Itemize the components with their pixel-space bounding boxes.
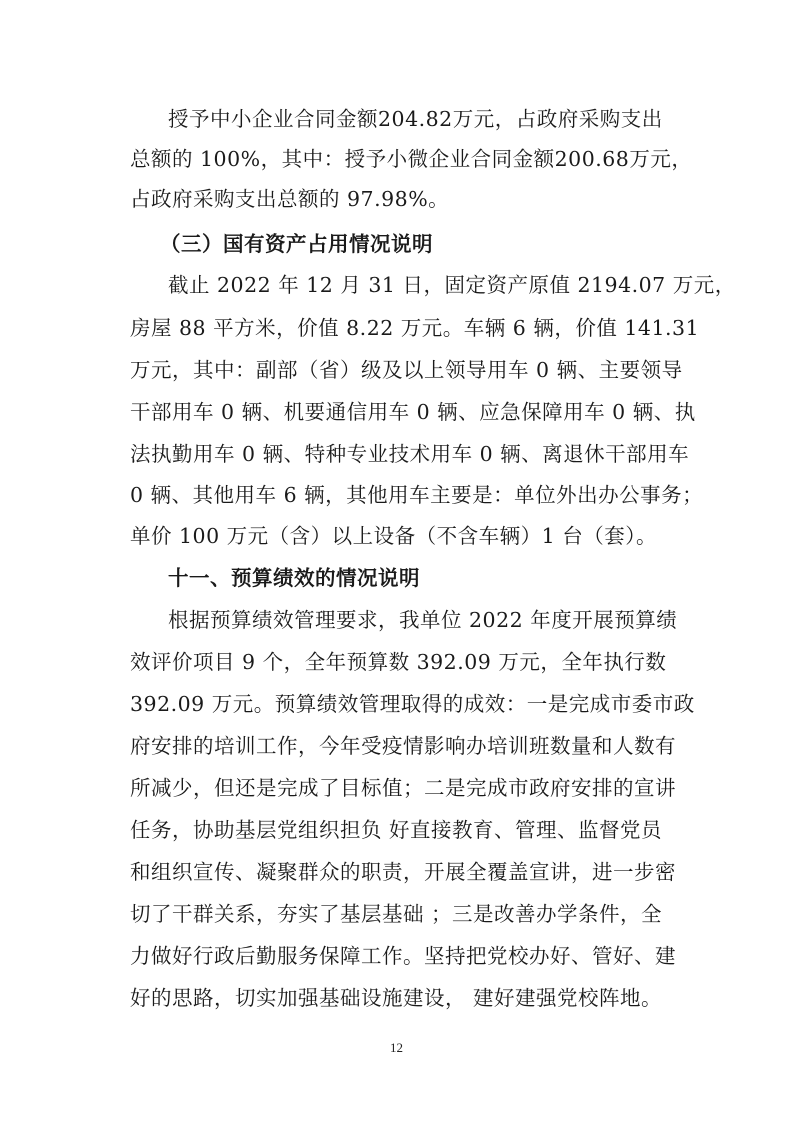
paragraph-line: 力做好行政后勤服务保障工作。坚持把党校办好、管好、建 — [130, 944, 676, 968]
paragraph-line: 所减少，但还是完成了目标值；二是完成市政府安排的宣讲 — [130, 776, 676, 800]
paragraph-line: 占政府采购支出总额的 97.98%。 — [130, 187, 450, 211]
paragraph-line: 根据预算绩效管理要求，我单位 2022 年度开展预算绩 — [168, 608, 678, 632]
paragraph-line: 好的思路，切实加强基础设施建设， 建好建强党校阵地。 — [130, 986, 663, 1010]
page-number: 12 — [390, 1040, 403, 1055]
paragraph-line: 切了干群关系，夯实了基层基础 ；三是改善办学条件，全 — [130, 902, 663, 926]
section-heading: （三）国有资产占用情况说明 — [160, 232, 433, 256]
section-heading: 十一、预算绩效的情况说明 — [168, 566, 420, 590]
paragraph-line: 截止 2022 年 12 月 31 日，固定资产原值 2194.07 万元， — [168, 273, 736, 297]
paragraph-line: 万元，其中：副部（省）级及以上领导用车 0 辆、主要领导 — [130, 358, 683, 382]
paragraph-line: 总额的 100%，其中：授予小微企业合同金额200.68万元， — [130, 147, 693, 171]
paragraph-line: 干部用车 0 辆、机要通信用车 0 辆、应急保障用车 0 辆、执 — [130, 400, 696, 424]
paragraph-line: 单价 100 万元（含）以上设备（不含车辆）1 台（套）。 — [130, 524, 657, 548]
paragraph-line: 0 辆、其他用车 6 辆，其他用车主要是：单位外出办公事务； — [130, 483, 704, 507]
paragraph-line: 房屋 88 平方米，价值 8.22 万元。车辆 6 辆，价值 141.31 — [130, 316, 700, 340]
paragraph-line: 效评价项目 9 个，全年预算数 392.09 万元，全年执行数 — [130, 650, 667, 674]
paragraph-line: 392.09 万元。预算绩效管理取得的成效：一是完成市委市政 — [130, 692, 695, 716]
paragraph-line: 府安排的培训工作，今年受疫情影响办培训班数量和人数有 — [130, 734, 676, 758]
paragraph-line: 任务，协助基层党组织担负 好直接教育、管理、监督党员 — [130, 818, 663, 842]
paragraph-line: 和组织宣传、凝聚群众的职责，开展全覆盖宣讲，进一步密 — [130, 860, 676, 884]
paragraph-line: 授予中小企业合同金额204.82万元，占政府采购支出 — [168, 107, 663, 131]
paragraph-line: 法执勤用车 0 辆、特种专业技术用车 0 辆、离退休干部用车 — [130, 442, 690, 466]
